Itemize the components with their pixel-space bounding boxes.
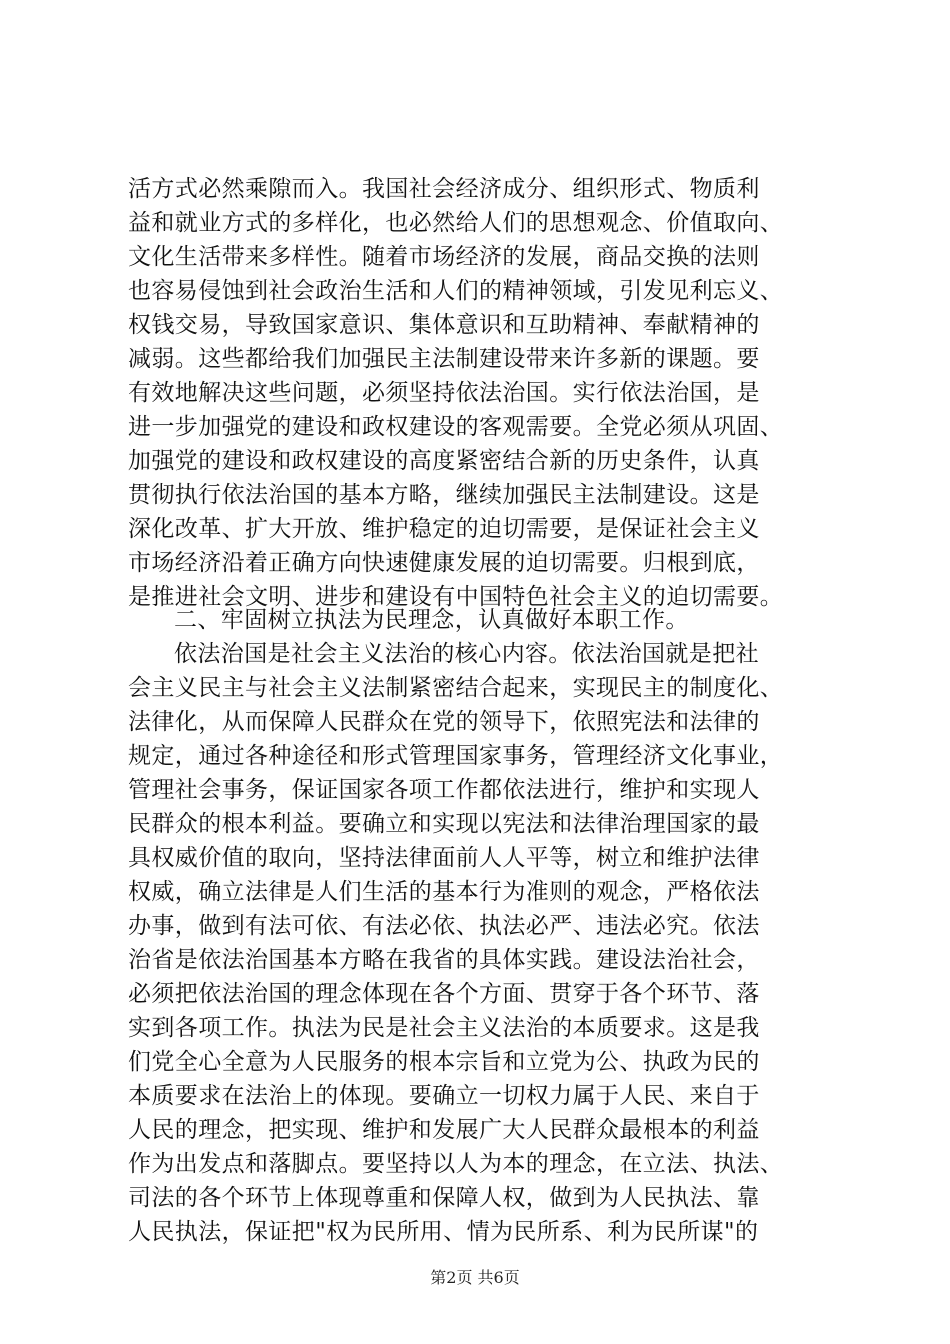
text-line: 活方式必然乘隙而入。我国社会经济成分、组织形式、物质利 xyxy=(128,176,760,202)
text-line: 规定，通过各种途径和形式管理国家事务，管理经济文化事业， xyxy=(128,743,784,769)
text-line: 人民的理念，把实现、维护和发展广大人民群众最根本的利益 xyxy=(128,1117,760,1143)
text-line: 权威，确立法律是人们生活的基本行为准则的观念，严格依法 xyxy=(128,879,760,905)
section-heading: 二、牢固树立执法为民理念，认真做好本职工作。 xyxy=(174,607,689,633)
text-line: 加强党的建设和政权建设的高度紧密结合新的历史条件，认真 xyxy=(128,448,760,474)
text-line: 贯彻执行依法治国的基本方略，继续加强民主法制建设。这是 xyxy=(128,482,760,508)
text-line: 是推进社会文明、进步和建设有中国特色社会主义的迫切需要。 xyxy=(128,584,784,610)
text-line: 进一步加强党的建设和政权建设的客观需要。全党必须从巩固、 xyxy=(128,414,784,440)
page-footer: 第2页 共6页 xyxy=(430,1268,520,1287)
text-line: 会主义民主与社会主义法制紧密结合起来，实现民主的制度化、 xyxy=(128,675,784,701)
text-line: 益和就业方式的多样化，也必然给人们的思想观念、价值取向、 xyxy=(128,210,784,236)
text-line: 依法治国是社会主义法治的核心内容。依法治国就是把社 xyxy=(174,641,759,667)
text-line: 民群众的根本利益。要确立和实现以宪法和法律治理国家的最 xyxy=(128,811,760,837)
section-two xyxy=(128,603,828,1249)
text-line: 办事，做到有法可依、有法必依、执法必严、违法必究。依法 xyxy=(128,913,760,939)
text-line: 有效地解决这些问题，必须坚持依法治国。实行依法治国，是 xyxy=(128,380,760,406)
text-line: 法律化，从而保障人民群众在党的领导下，依照宪法和法律的 xyxy=(128,709,760,735)
text-line: 管理社会事务，保证国家各项工作都依法进行，维护和实现人 xyxy=(128,777,760,803)
text-line: 人民执法，保证把"权为民所用、情为民所系、利为民所谋"的 xyxy=(128,1219,759,1245)
text-line: 治省是依法治国基本方略在我省的具体实践。建设法治社会， xyxy=(128,947,760,973)
text-line: 权钱交易，导致国家意识、集体意识和互助精神、奉献精神的 xyxy=(128,312,760,338)
text-line: 具权威价值的取向，坚持法律面前人人平等，树立和维护法律 xyxy=(128,845,760,871)
paragraph-continued xyxy=(128,172,828,614)
text-line: 文化生活带来多样性。随着市场经济的发展，商品交换的法则 xyxy=(128,244,760,270)
text-line: 作为出发点和落脚点。要坚持以人为本的理念，在立法、执法、 xyxy=(128,1151,784,1177)
text-line: 减弱。这些都给我们加强民主法制建设带来许多新的课题。要 xyxy=(128,346,760,372)
text-line: 实到各项工作。执法为民是社会主义法治的本质要求。这是我 xyxy=(128,1015,760,1041)
text-line: 市场经济沿着正确方向快速健康发展的迫切需要。归根到底， xyxy=(128,550,760,576)
text-line: 们党全心全意为人民服务的根本宗旨和立党为公、执政为民的 xyxy=(128,1049,760,1075)
text-line: 也容易侵蚀到社会政治生活和人们的精神领域，引发见利忘义、 xyxy=(128,278,784,304)
text-line: 深化改革、扩大开放、维护稳定的迫切需要，是保证社会主义 xyxy=(128,516,760,542)
text-line: 必须把依法治国的理念体现在各个方面、贯穿于各个环节、落 xyxy=(128,981,760,1007)
text-line: 本质要求在法治上的体现。要确立一切权力属于人民、来自于 xyxy=(128,1083,760,1109)
text-line: 司法的各个环节上体现尊重和保障人权，做到为人民执法、靠 xyxy=(128,1185,760,1211)
